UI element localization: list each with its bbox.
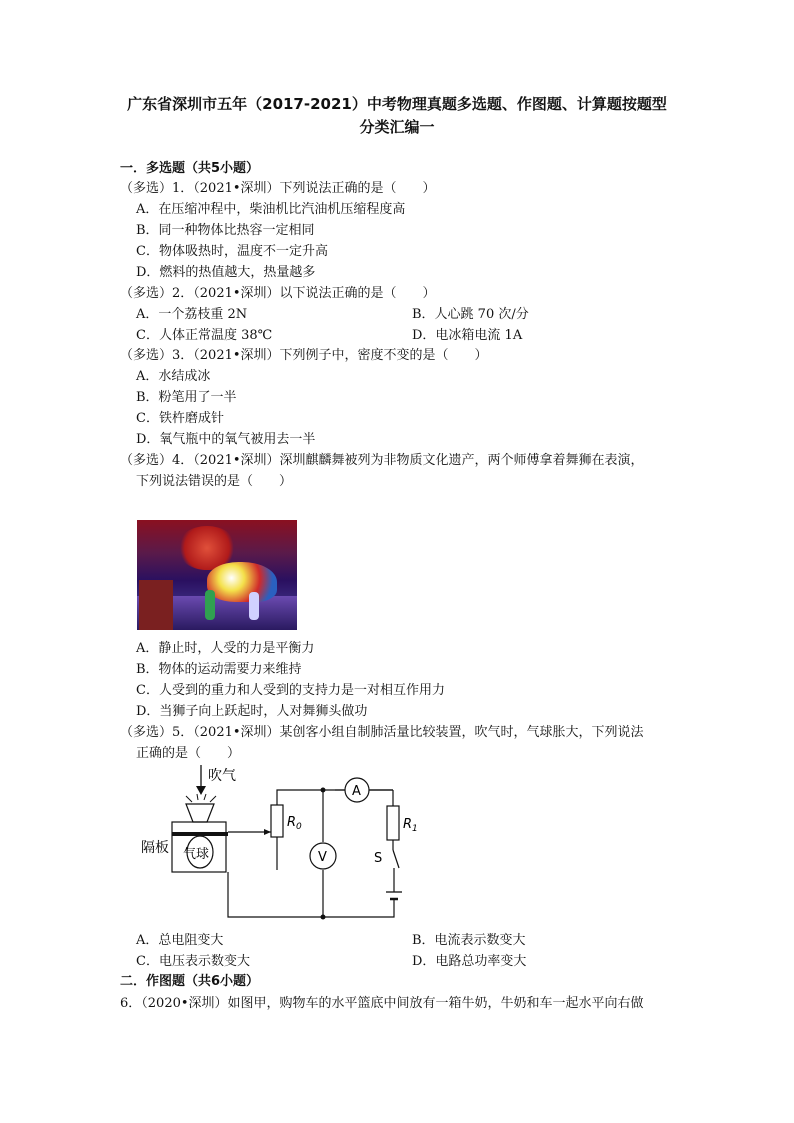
question-3-option-b: B．粉笔用了一半 xyxy=(136,390,237,405)
document-title-line1: 广东省深圳市五年（2017-2021）中考物理真题多选题、作图题、计算题按题型 xyxy=(127,95,667,113)
r0-label: $R_0$ xyxy=(287,815,302,832)
junction-top xyxy=(321,788,326,793)
question-4-option-b: B．物体的运动需要力来维持 xyxy=(136,662,302,677)
question-1-option-d: D．燃料的热值越大，热量越多 xyxy=(136,265,316,280)
question-5-stem-line1: （多选）5．（2021•深圳）某创客小组自制肺活量比较装置，吹气时，气球胀大，下列说法 xyxy=(120,725,644,740)
r1-label: $R_1$ xyxy=(403,817,418,834)
blow-arrow-head xyxy=(196,786,206,795)
question-3-option-d: D．氧气瓶中的氧气被用去一半 xyxy=(136,432,316,447)
question-2-option-b: B．人心跳 70 次/分 xyxy=(412,307,529,322)
question-4-option-d: D．当狮子向上跃起时，人对舞狮头做功 xyxy=(136,704,368,719)
balloon-label: 气球 xyxy=(183,847,210,862)
question-5-option-b: B．电流表示数变大 xyxy=(412,933,526,948)
document-title-line2: 分类汇编一 xyxy=(359,118,435,136)
question-2-stem: （多选）2．（2021•深圳）以下说法正确的是（ ） xyxy=(120,286,436,301)
question-4-option-a: A．静止时，人受的力是平衡力 xyxy=(136,641,315,656)
resistor-r0 xyxy=(271,805,283,837)
mouthpiece xyxy=(186,804,214,822)
question-2-option-c: C．人体正常温度 38℃ xyxy=(136,328,273,343)
blow-label: 吹气 xyxy=(208,768,236,784)
question-1-option-c: C．物体吸热时，温度不一定升高 xyxy=(136,244,328,259)
question-4-stem-line1: （多选）4．（2021•深圳）深圳麒麟舞被列为非物质文化遗产，两个师傅拿着舞狮在表演， xyxy=(120,453,644,468)
question-3-option-c: C．铁杵磨成针 xyxy=(136,411,224,426)
partition-label: 隔板 xyxy=(141,840,169,856)
question-1-option-b: B．同一种物体比热容一定相同 xyxy=(136,223,315,238)
question-5-option-d: D．电路总功率变大 xyxy=(412,954,527,969)
section-heading-drawing: 二．作图题（共6小题） xyxy=(120,974,260,989)
question-3-option-a: A．水结成冰 xyxy=(136,369,211,384)
voltmeter-label: V xyxy=(318,850,327,865)
question-2-option-a: A．一个荔枝重 2N xyxy=(136,307,248,322)
section-heading-multiple-choice: 一．多选题（共5小题） xyxy=(120,161,260,176)
resistor-r1 xyxy=(387,806,399,840)
question-1-option-a: A．在压缩冲程中，柴油机比汽油机压缩程度高 xyxy=(136,202,406,217)
question-5-option-c: C．电压表示数变大 xyxy=(136,954,250,969)
switch-s xyxy=(393,850,399,868)
question-5-option-a: A．总电阻变大 xyxy=(136,933,224,948)
ammeter-label: A xyxy=(352,784,361,799)
junction-bottom xyxy=(321,915,326,920)
airflow-rays xyxy=(186,794,216,802)
question-5-stem-line2: 正确的是（ ） xyxy=(136,746,241,761)
question-3-stem: （多选）3．（2021•深圳）下列例子中，密度不变的是（ ） xyxy=(120,348,488,363)
slider-arrow xyxy=(264,829,271,835)
question-6-stem: 6．（2020•深圳）如图甲，购物车的水平篮底中间放有一箱牛奶，牛奶和车一起水平向右做 xyxy=(120,996,644,1011)
question-4-option-c: C．人受到的重力和人受到的支持力是一对相互作用力 xyxy=(136,683,445,698)
question-4-stem-line2: 下列说法错误的是（ ） xyxy=(136,474,293,489)
question-1-stem: （多选）1．（2021•深圳）下列说法正确的是（ ） xyxy=(120,181,436,196)
switch-label: S xyxy=(374,851,383,866)
question-2-option-d: D．电冰箱电流 1A xyxy=(412,328,523,343)
